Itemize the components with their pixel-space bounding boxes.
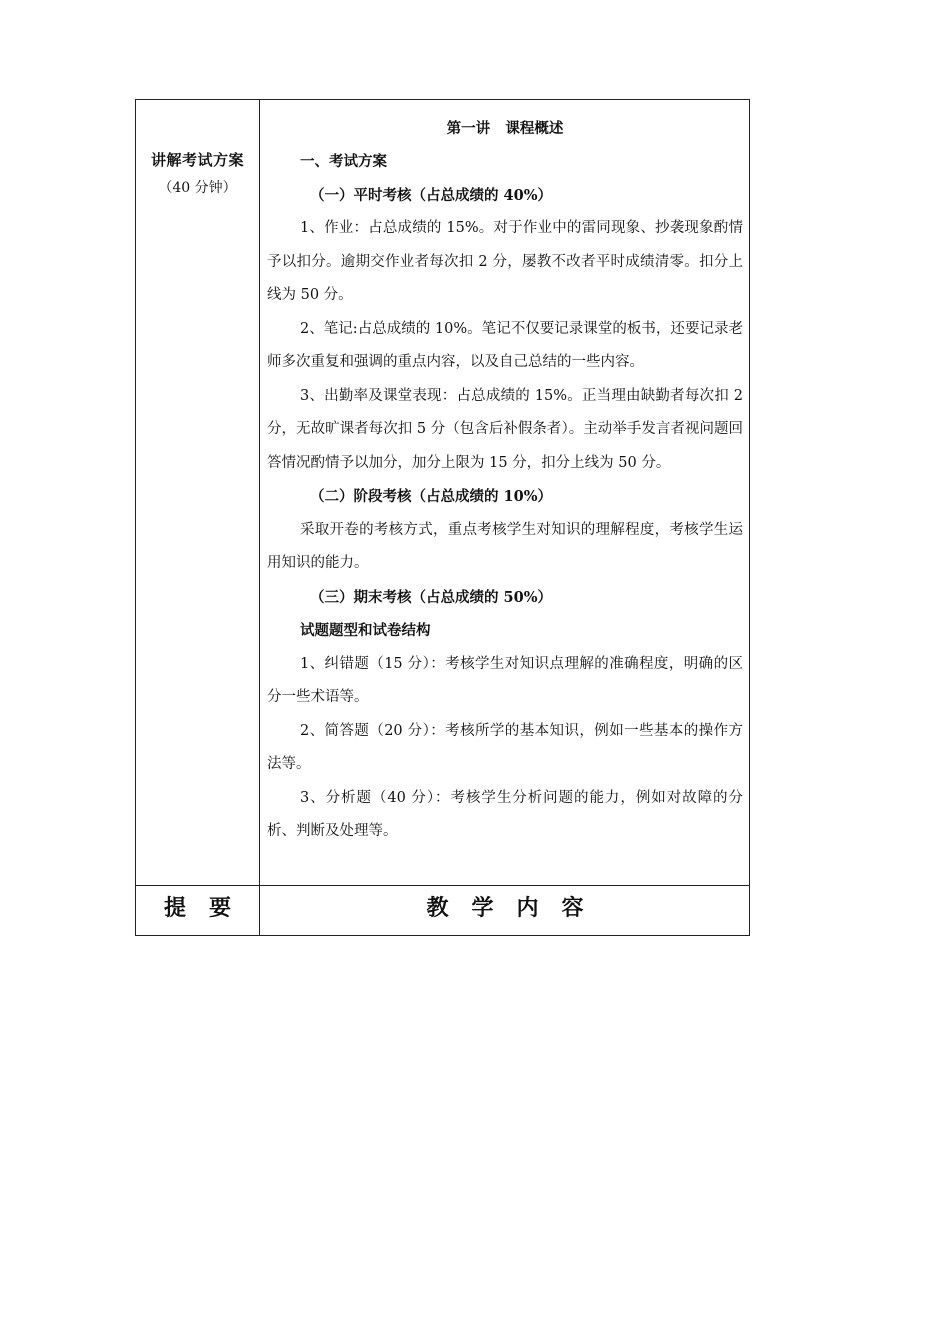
summary-cell xyxy=(136,100,259,885)
footer-summary-label: 提 要 xyxy=(164,895,231,921)
content-cell xyxy=(260,100,750,885)
structure-heading: 试题题型和试卷结构 xyxy=(300,622,431,639)
lesson-plan-table xyxy=(135,99,750,936)
paragraph-notes: 2、笔记:占总成绩的 10%。笔记不仅要记录课堂的板书，还要记录老师多次重复和强调的重点内容，以及自己总结的一些内容。 xyxy=(267,320,743,370)
topic-label: 讲解考试方案 xyxy=(150,151,244,169)
paragraph-homework: 1、作业：占总成绩的 15%。对于作业中的雷同现象、抄袭现象酌情予以扣分。逾期交作业者每次扣 2 分，屡教不改者平时成绩清零。扣分上线为 50 分。 xyxy=(267,220,743,303)
paragraph-stage-exam: 采取开卷的考核方式，重点考核学生对知识的理解程度，考核学生运用知识的能力。 xyxy=(267,521,743,571)
subsection-heading-regular: （一）平时考核（占总成绩的 40%） xyxy=(310,186,553,204)
footer-content-label: 教 学 内 容 xyxy=(426,895,584,921)
lecture-title: 第一讲 课程概述 xyxy=(446,120,564,137)
paragraph-correction: 1、纠错题（15 分）：考核学生对知识点理解的准确程度，明确的区分一些术语等。 xyxy=(267,655,743,705)
section-heading: 一、考试方案 xyxy=(300,153,387,170)
paragraph-attendance: 3、出勤率及课堂表现：占总成绩的 15%。正当理由缺勤者每次扣 2 分，无故旷课者每次扣 5 分（包含后补假条者）。主动举手发言者视问题回答情况酌情予以加分，加分上限为 15 分，扣分上线为 50 分。 xyxy=(267,387,743,471)
subsection-heading-final: （三）期末考核（占总成绩的 50%） xyxy=(310,588,553,606)
paragraph-short-answer: 2、简答题（20 分）：考核所学的基本知识，例如一些基本的操作方法等。 xyxy=(267,722,743,772)
subsection-heading-stage: （二）阶段考核（占总成绩的 10%） xyxy=(310,488,553,505)
duration-label: （40 分钟） xyxy=(158,180,237,196)
paragraph-analysis: 3、分析题（40 分）：考核学生分析问题的能力，例如对故障的分析、判断及处理等。 xyxy=(267,789,743,839)
